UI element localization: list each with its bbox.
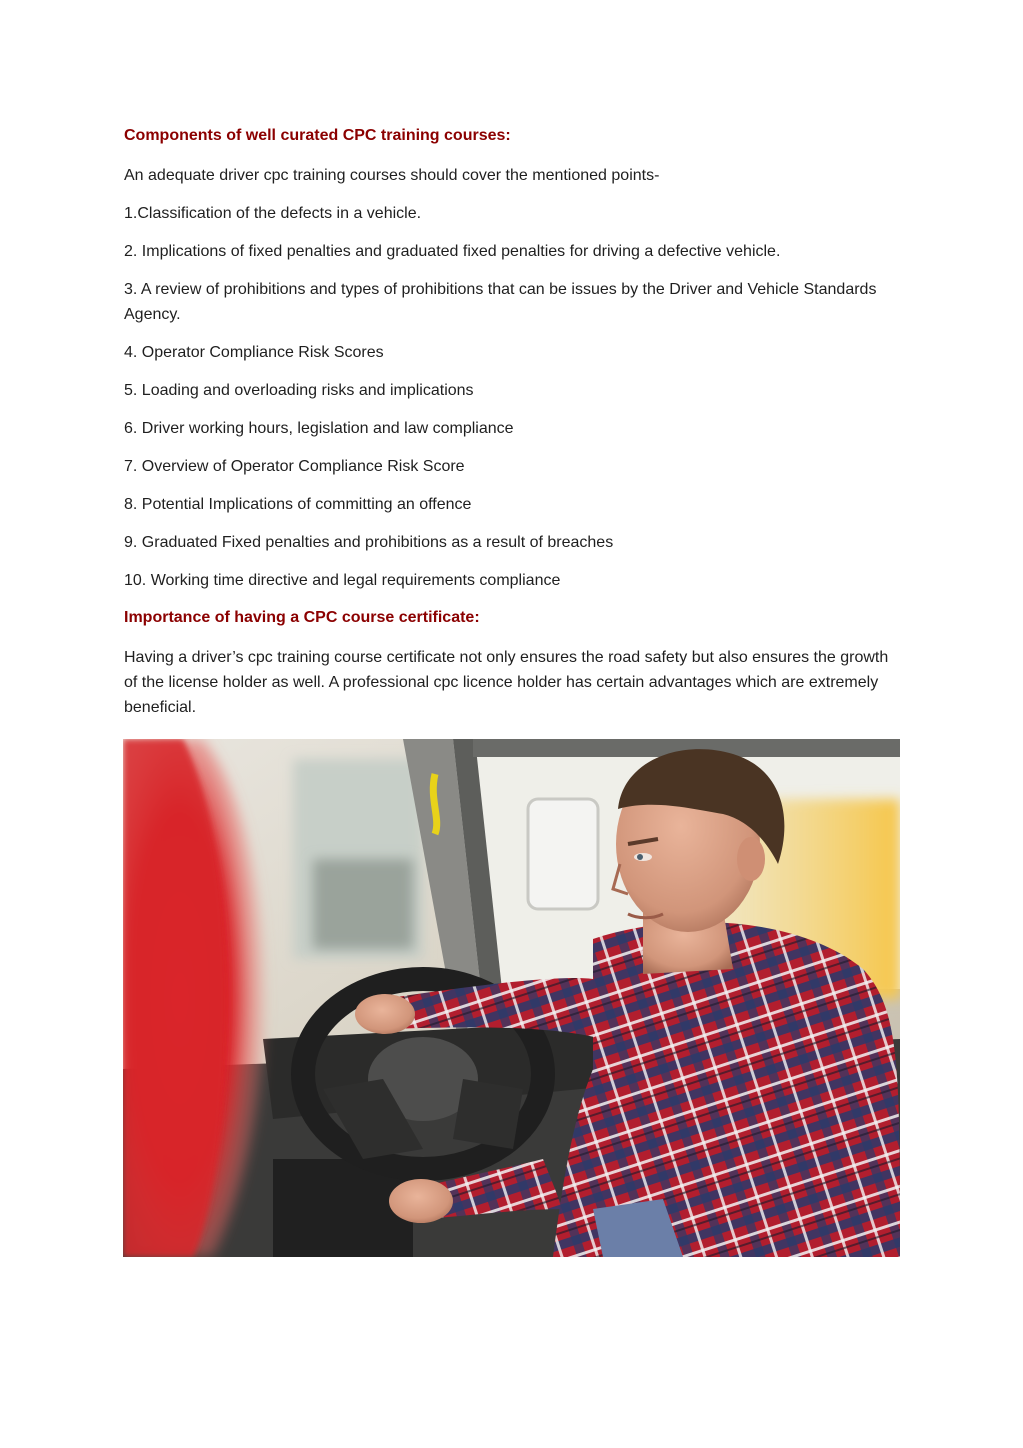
list-item: 1.Classification of the defects in a vehicle. [124,205,422,222]
list-item: 9. Graduated Fixed penalties and prohibitions as a result of breaches [124,534,614,551]
section-heading-importance: Importance of having a CPC course certificate: [124,609,480,626]
list-item: 7. Overview of Operator Compliance Risk Score [124,458,465,475]
document-page [124,124,904,733]
section-heading-components: Components of well curated CPC training courses: [124,127,511,144]
list-item: 5. Loading and overloading risks and implications [124,382,474,399]
intro-paragraph: An adequate driver cpc training courses should cover the mentioned points- [124,167,660,184]
list-item: 8. Potential Implications of committing an offence [124,496,472,513]
list-item: 10. Working time directive and legal requirements compliance [124,572,561,589]
list-item: 2. Implications of fixed penalties and graduated fixed penalties for driving a defective vehicle. [124,243,781,260]
list-item: 6. Driver working hours, legislation and law compliance [124,420,514,437]
list-item: 3. A review of prohibitions and types of prohibitions that can be issues by the Driver and Vehicle Standards Agency. [124,281,877,323]
truck-driver-photo [123,739,900,1257]
importance-paragraph: Having a driver’s cpc training course certificate not only ensures the road safety but also ensures the growth of the license holder as well. A professional cpc licence holder has certain advantages which are extremely beneficial. [124,649,889,716]
list-item: 4. Operator Compliance Risk Scores [124,344,384,361]
